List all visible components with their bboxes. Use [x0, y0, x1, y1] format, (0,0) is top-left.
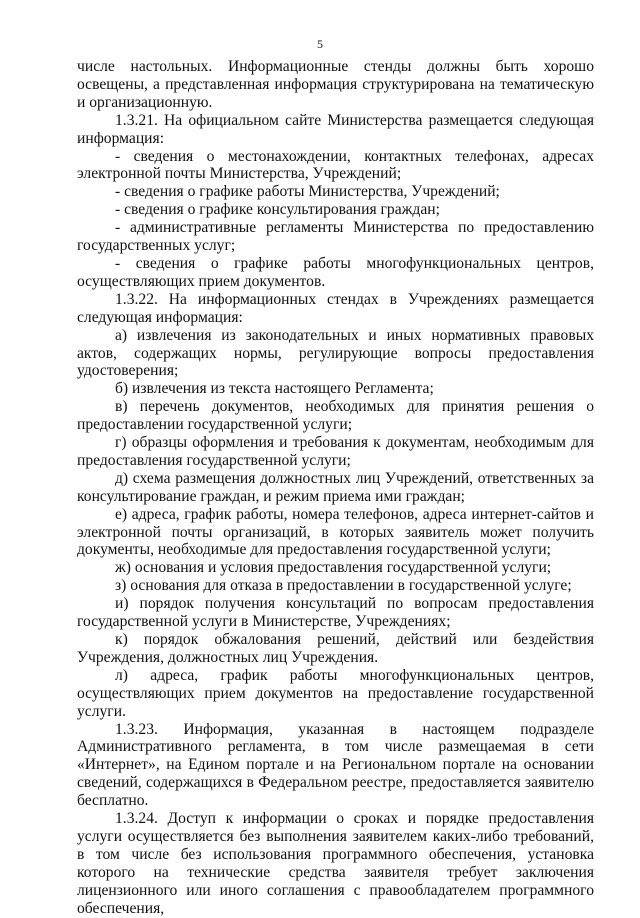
document-body: [77, 58, 594, 918]
list-item-k: к) порядок обжалования решений, действий или бездействия Учреждения, должностных лиц Учреждения.: [77, 631, 594, 666]
list-item-a: а) извлечения из законодательных и иных нормативных правовых актов, содержащих нормы, регулирующие вопросы предоставления удостоверения;: [77, 326, 594, 380]
list-item-l: л) адреса, график работы многофункциональных центров, осуществляющих прием документов на предоставление государственной услуги.: [77, 666, 594, 720]
list-item-work-schedule: - сведения о графике работы Министерства, Учреждений;: [115, 183, 500, 201]
list-item-v: в) перечень документов, необходимых для принятия решения о предоставлении государственной услуги;: [77, 398, 594, 434]
paragraph-continuation: числе настольных. Информационные стенды должны быть хорошо освещены, а представленная информация структурирована на тематическую и организационную.: [77, 58, 594, 111]
list-item-z: з) основания для отказа в предоставлении в государственной услуге;: [115, 577, 572, 595]
list-item-location-info: - сведения о местонахождении, контактных телефонах, адресах электронной почты Министерства, Учреждений;: [77, 147, 594, 183]
paragraph-1-3-23: 1.3.23. Информация, указанная в настоящем подразделе Административного регламента, в том числе размещаемая в сети «Интернет», на Едином портале и на Региональном портале на основании сведений, содержащихся в Федеральном реестре, предоставляется заявителю бесплатно.: [77, 720, 594, 810]
list-item-d: д) схема размещения должностных лиц Учреждений, ответственных за консультирование граждан, и режим приема ими граждан;: [77, 469, 594, 505]
page-number: 5: [317, 37, 323, 51]
list-item-g: г) образцы оформления и требования к документам, необходимым для предоставления государственной услуги;: [77, 434, 594, 469]
list-item-b: б) извлечения из текста настоящего Регламента;: [115, 380, 434, 398]
paragraph-1-3-22: 1.3.22. На информационных стендах в Учреждениях размещается следующая информация:: [77, 290, 594, 326]
paragraph-1-3-21: 1.3.21. На официальном сайте Министерства размещается следующая информация:: [77, 111, 594, 147]
list-item-e: е) адреса, график работы, номера телефонов, адреса интернет-сайтов и электронной почты организаций, в которых заявитель может получить документы, необходимые для предоставления государственной услуги;: [77, 505, 594, 559]
list-item-zh: ж) основания и условия предоставления государственной услуги;: [115, 559, 552, 577]
paragraph-1-3-24: 1.3.24. Доступ к информации о сроках и порядке предоставления услуги осуществляется без выполнения заявителем каких-либо требований, в том числе без использования программного обеспечения, установка которого на технические средства заявителя требует заключения лицензионного или иного соглашения с правообладателем программного обеспечения,: [77, 810, 594, 917]
list-item-admin-regulations: - административные регламенты Министерства по предоставлению государственных услуг;: [77, 219, 594, 255]
list-item-mfc-schedule: - сведения о графике работы многофункциональных центров, осуществляющих прием документов.: [77, 254, 594, 290]
list-item-i: и) порядок получения консультаций по вопросам предоставления государственной услуги в Министерстве, Учреждениях;: [77, 595, 594, 631]
list-item-consultation-schedule: - сведения о графике консультирования граждан;: [115, 201, 440, 219]
